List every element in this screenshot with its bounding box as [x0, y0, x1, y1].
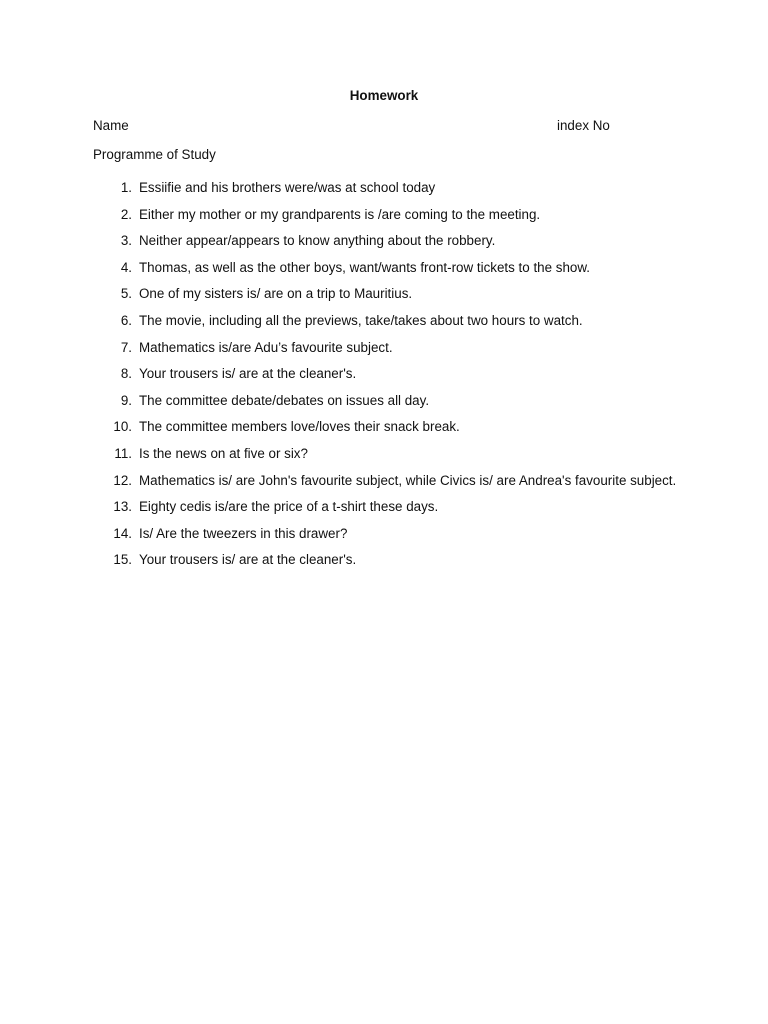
question-item — [0, 521, 768, 548]
question-text: Is/ Are the tweezers in this drawer? — [139, 525, 348, 541]
question-text: Your trousers is/ are at the cleaner's. — [139, 552, 357, 568]
question-item — [0, 308, 768, 335]
question-number: 10. — [113, 419, 132, 435]
question-number: 15. — [113, 552, 132, 568]
question-number: 3. — [120, 233, 132, 249]
question-text: The committee debate/debates on issues all day. — [139, 392, 430, 408]
question-number: 13. — [113, 499, 132, 515]
question-number: 1. — [120, 180, 132, 195]
question-item — [0, 228, 768, 255]
question-number: 4. — [120, 259, 132, 275]
question-item — [0, 494, 768, 521]
question-item — [0, 202, 768, 229]
question-text: Is the news on at five or six? — [139, 445, 308, 461]
question-text: Thomas, as well as the other boys, want/wants front-row tickets to the show. — [139, 259, 591, 275]
question-number: 6. — [120, 312, 132, 328]
question-item — [0, 388, 768, 415]
question-number: 5. — [120, 286, 132, 302]
question-text: Mathematics is/ are John's favourite subject, while Civics is/ are Andrea's favourite subject. — [139, 472, 677, 488]
question-item — [0, 175, 768, 202]
question-text: Mathematics is/are Adu’s favourite subject. — [139, 339, 393, 355]
question-text: Neither appear/appears to know anything about the robbery. — [139, 233, 496, 249]
question-number: 9. — [120, 392, 132, 408]
question-item — [0, 468, 768, 495]
question-number: 11. — [114, 445, 132, 461]
question-text: Essiifie and his brothers were/was at school today — [139, 180, 436, 195]
question-text: One of my sisters is/ are on a trip to Mauritius. — [139, 286, 413, 302]
index-number-label: index No — [557, 118, 610, 133]
page-title: Homework — [349, 88, 419, 103]
question-text: The committee members love/loves their snack break. — [139, 419, 460, 435]
name-label: Name — [93, 118, 129, 133]
question-text: Your trousers is/ are at the cleaner's. — [139, 366, 357, 382]
question-list — [0, 175, 768, 574]
question-number: 12. — [113, 472, 132, 488]
question-item — [0, 255, 768, 282]
question-item — [0, 281, 768, 308]
question-number: 2. — [120, 206, 132, 222]
question-text: Eighty cedis is/are the price of a t-shirt these days. — [139, 499, 439, 515]
question-text: Either my mother or my grandparents is /are coming to the meeting. — [139, 206, 541, 222]
question-item — [0, 547, 768, 574]
question-number: 14. — [113, 525, 132, 541]
question-item — [0, 414, 768, 441]
question-item — [0, 441, 768, 468]
question-number: 7. — [120, 339, 132, 355]
question-item — [0, 361, 768, 388]
question-item — [0, 335, 768, 362]
question-number: 8. — [120, 366, 132, 382]
programme-label: Programme of Study — [93, 147, 216, 162]
question-text: The movie, including all the previews, take/takes about two hours to watch. — [139, 312, 583, 328]
